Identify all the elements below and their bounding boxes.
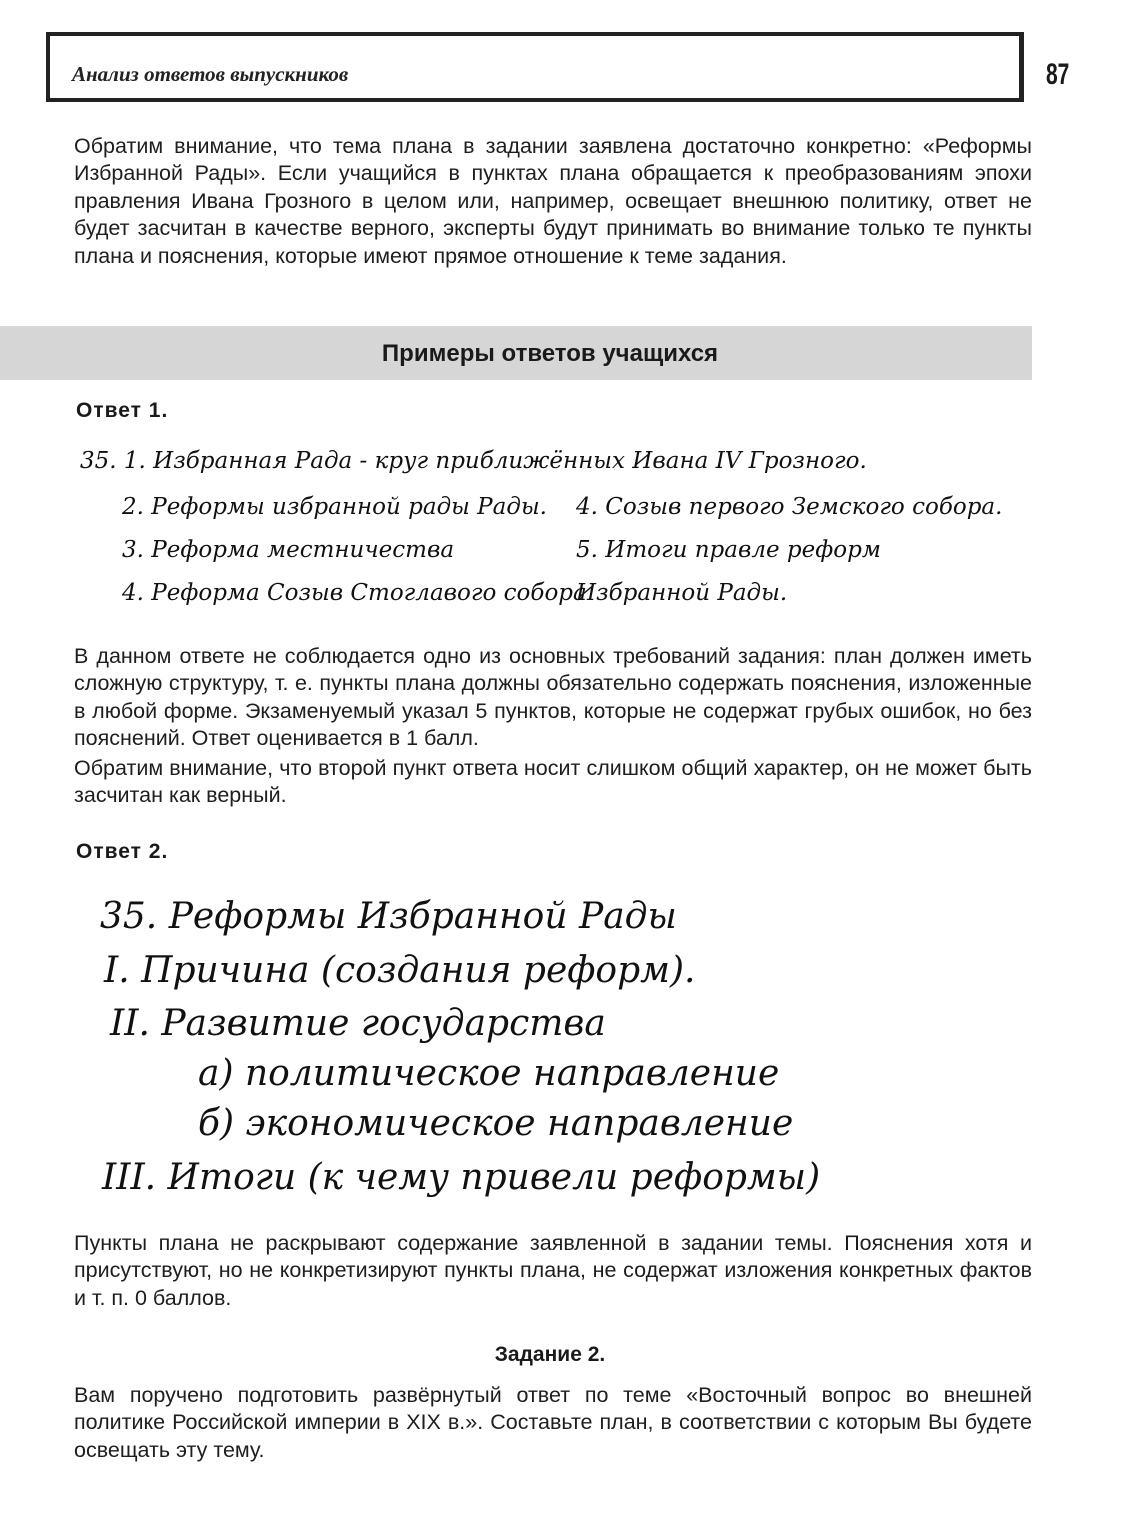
answer1-comment-2: Обратим внимание, что второй пункт ответа носит слишком общий характер, он не может быть засчитан как верный. xyxy=(74,756,1032,808)
answer1-hw-line4-left: 4. Реформа Созыв Стоглавого собора xyxy=(122,580,587,606)
answer2-label: Ответ 2. xyxy=(76,840,169,863)
answer1-hw-line3-right: 5. Итоги правле реформ xyxy=(576,537,881,563)
answer1-comment-1: В данном ответе не соблюдается одно из основных требований задания: план должен иметь сложную структуру, т. е. пункты плана должны обязательно содержать пояснения, изложенные в любой форме. Экзаменуемый указал 5 пунктов, которые не содержат грубых ошибок, но без пояснений. Ответ оценивается в 1 балл. xyxy=(74,644,1032,751)
answer2-hw-line2: I. Причина (создания реформ). xyxy=(104,950,696,991)
task2-title: Задание 2. xyxy=(494,1343,606,1366)
running-header-title: Анализ ответов выпускников xyxy=(72,62,349,86)
running-header-box xyxy=(46,32,1024,102)
answer1-label: Ответ 1. xyxy=(76,399,169,422)
answer1-hw-line4-right: Избранной Рады. xyxy=(576,580,788,606)
answer2-hw-line1: 35. Реформы Избранной Рады xyxy=(100,896,677,937)
intro-paragraph: Обратим внимание, что тема плана в задании заявлена достаточно конкретно: «Реформы Избранной Рады». Если учащийся в пунктах плана обращается к преобразованиям эпохи правления Ивана Грозного в целом или, например, освещает внешнюю политику, ответ не будет засчитан в качестве верного, эксперты будут принимать во внимание только те пункты плана и пояснения, которые имеют прямое отношение к теме задания. xyxy=(74,134,1032,268)
answer2-hw-line3: II. Развитие государства xyxy=(110,1003,606,1044)
answer1-hw-line3-left: 3. Реформа местничества xyxy=(122,537,455,563)
answer1-hw-line1: 35. 1. Избранная Рада - круг приближённых Ивана IV Грозного. xyxy=(80,448,867,474)
answer2-hw-line5: б) экономическое направление xyxy=(198,1103,794,1144)
answer1-hw-line2-right: 4. Созыв первого Земского собора. xyxy=(576,494,1003,520)
answer2-hw-line6: III. Итоги (к чему привели реформы) xyxy=(102,1157,821,1198)
page-number: 87 xyxy=(1046,58,1070,91)
answer1-hw-line2-left: 2. Реформы избранной рады Рады. xyxy=(122,494,547,520)
section-title: Примеры ответов учащихся xyxy=(381,340,719,367)
answer2-comment: Пункты плана не раскрывают содержание заявленной в задании темы. Пояснения хотя и присутствуют, но не конкретизируют пункты плана, не содержат изложения конкретных фактов и т. п. 0 баллов. xyxy=(74,1231,1032,1310)
answer2-hw-line4: а) политическое направление xyxy=(198,1053,780,1094)
task2-text: Вам поручено подготовить развёрнутый ответ по теме «Восточный вопрос во внешней политике Российской империи в XIX в.». Составьте план, в соответствии с которым Вы будете освещать эту тему. xyxy=(74,1383,1032,1462)
